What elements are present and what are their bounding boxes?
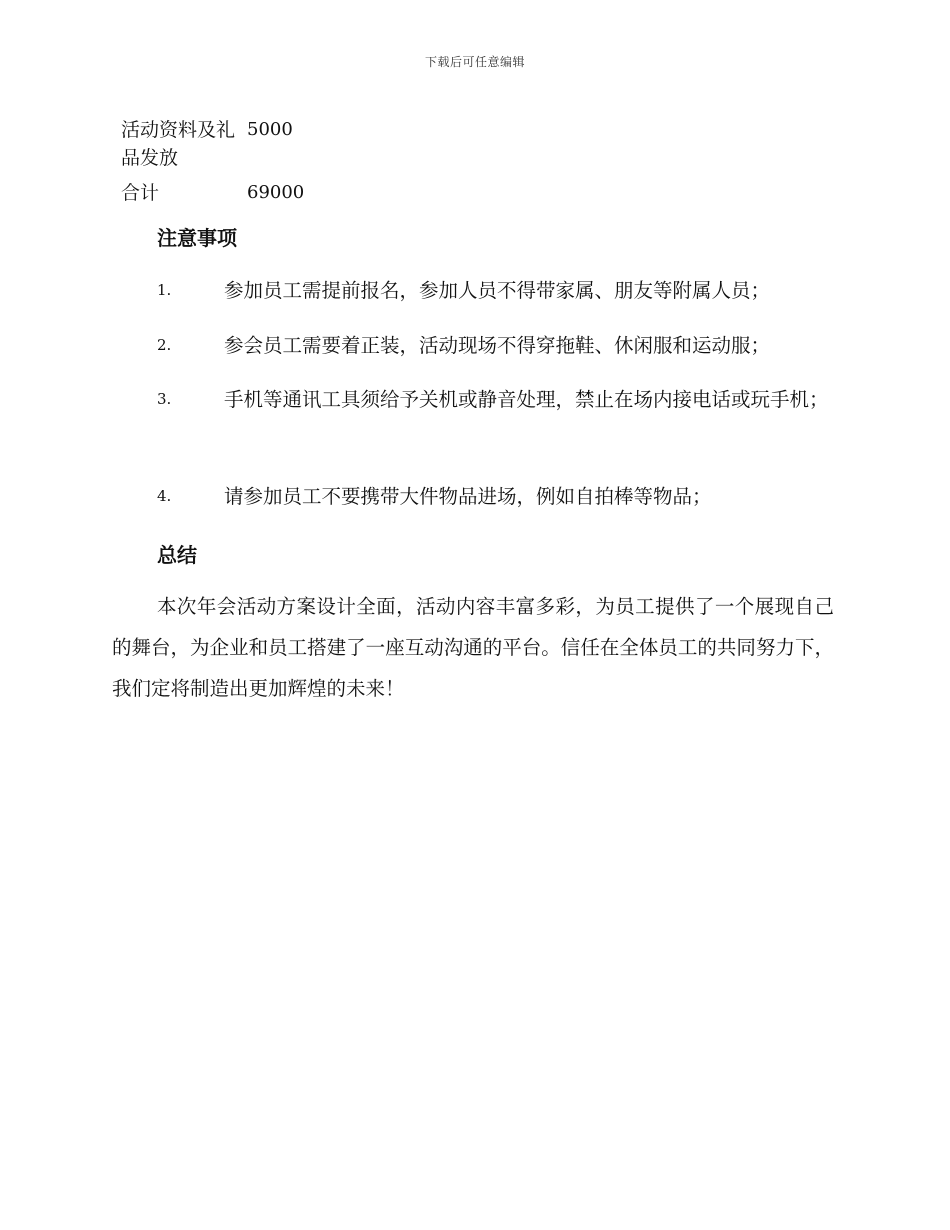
page-header: 下载后可任意编辑 [424, 55, 525, 69]
summary-title: 总结 [157, 543, 197, 567]
notice-title: 注意事项 [157, 226, 237, 250]
budget-amount-cell: 5000 [247, 119, 293, 140]
list-item-text: 手机等通讯工具须给予关机或静音处理，禁止在场内接电话或玩手机； [224, 388, 829, 411]
summary-paragraph: 本次年会活动方案设计全面，活动内容丰富多彩，为员工提供了一个展现自己的舞台，为企业和员工搭建了一座互动沟通的平台。信任在全体员工的共同努力下，我们定将制造出更加辉煌的未来！ [112, 595, 834, 700]
list-item-text: 请参加员工不要携带大件物品进场，例如自拍棒等物品； [224, 485, 712, 508]
list-item [112, 324, 837, 367]
list-item [112, 475, 837, 518]
budget-item-cell: 合计 [121, 182, 160, 204]
list-item-text: 参加员工需提前报名，参加人员不得带家属、朋友等附属人员； [224, 279, 771, 302]
list-item-text: 参会员工需要着正装，活动现场不得穿拖鞋、休闲服和运动服； [224, 334, 771, 357]
list-item-number: 4. [157, 487, 172, 505]
list-item-number: 1. [157, 281, 172, 299]
budget-table [121, 116, 304, 207]
budget-item-cell: 活动资料及礼品发放 [121, 119, 236, 169]
list-item [112, 378, 837, 421]
list-item-number: 2. [157, 336, 172, 354]
table-row [121, 172, 304, 207]
table-row [121, 116, 304, 172]
budget-amount-cell: 69000 [247, 182, 305, 203]
list-item [112, 269, 837, 312]
list-item-number: 3. [157, 390, 172, 408]
